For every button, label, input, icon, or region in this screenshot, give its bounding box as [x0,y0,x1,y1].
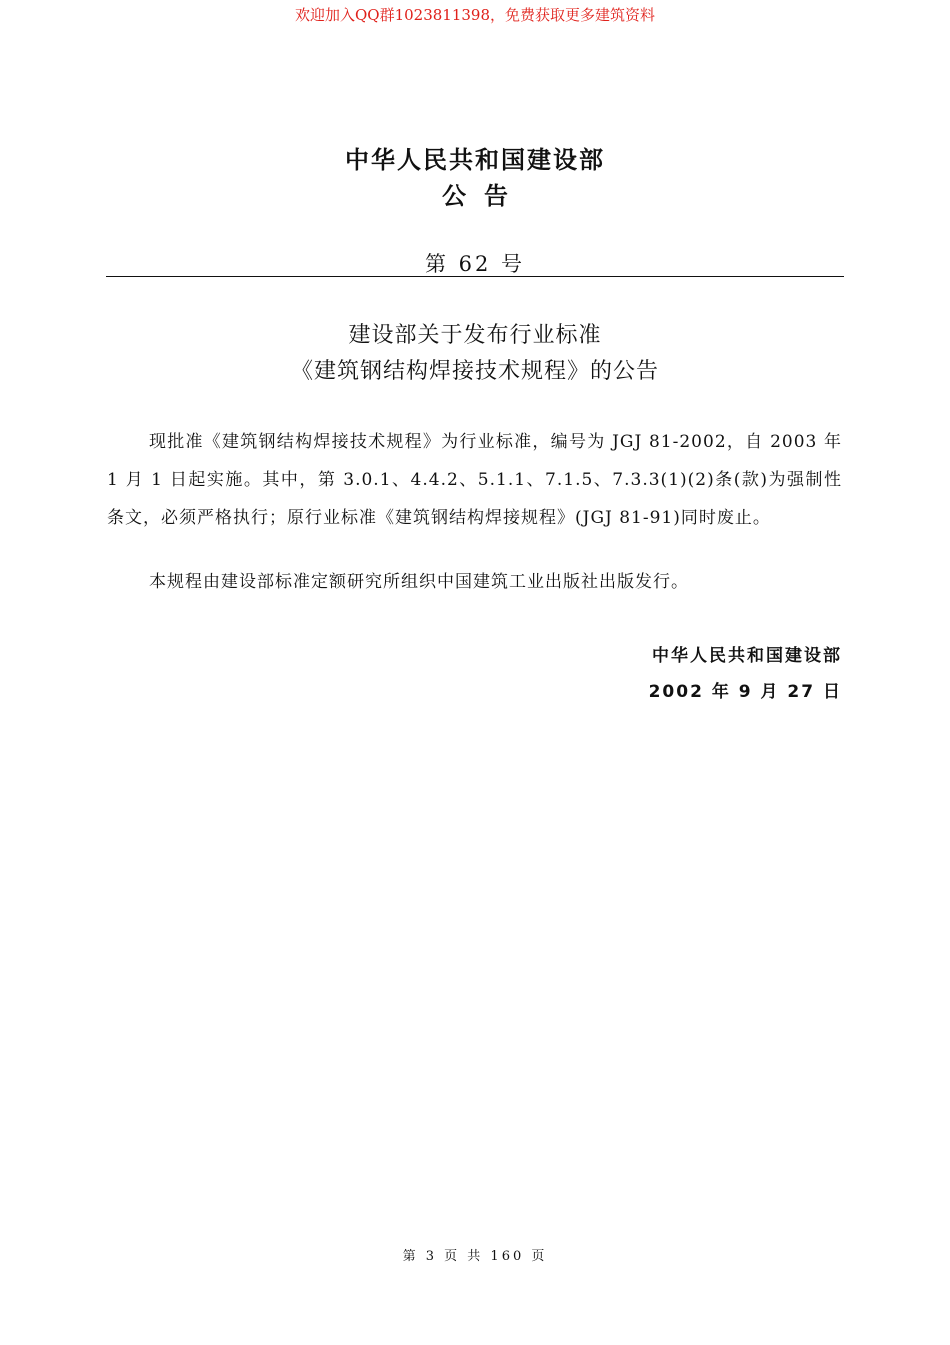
page-footer: 第 3 页 共 160 页 [402,1249,548,1264]
body-paragraph-2: 本规程由建设部标准定额研究所组织中国建筑工业出版社出版发行。 [149,572,689,592]
announcement-number: 第 62 号 [424,252,526,276]
signature-organization: 中华人民共和国建设部 [652,646,842,666]
signature-date: 2002 年 9 月 27 日 [648,682,842,702]
header-divider [106,276,844,277]
subject-line-2: 《建筑钢结构焊接技术规程》的公告 [290,359,659,384]
document-type-title: 公告 [442,182,526,210]
body-paragraph-1: 现批准《建筑钢结构焊接技术规程》为行业标准，编号为 JGJ 81-2002，自 2003 年 1 月 1 日起实施。其中，第 3.0.1、4.4.2、5.1.1、7.1.5、7.3.3(1)(2)条(款)为强制性条文，必须严格执行；原行业标准《建筑钢结构焊接规程》(JGJ 81-91)同时废止。 [107,432,842,528]
ministry-title: 中华人民共和国建设部 [345,146,605,174]
watermark-text: 欢迎加入QQ群1023811398，免费获取更多建筑资料 [294,6,656,24]
subject-line-1: 建设部关于发布行业标准 [348,323,602,348]
